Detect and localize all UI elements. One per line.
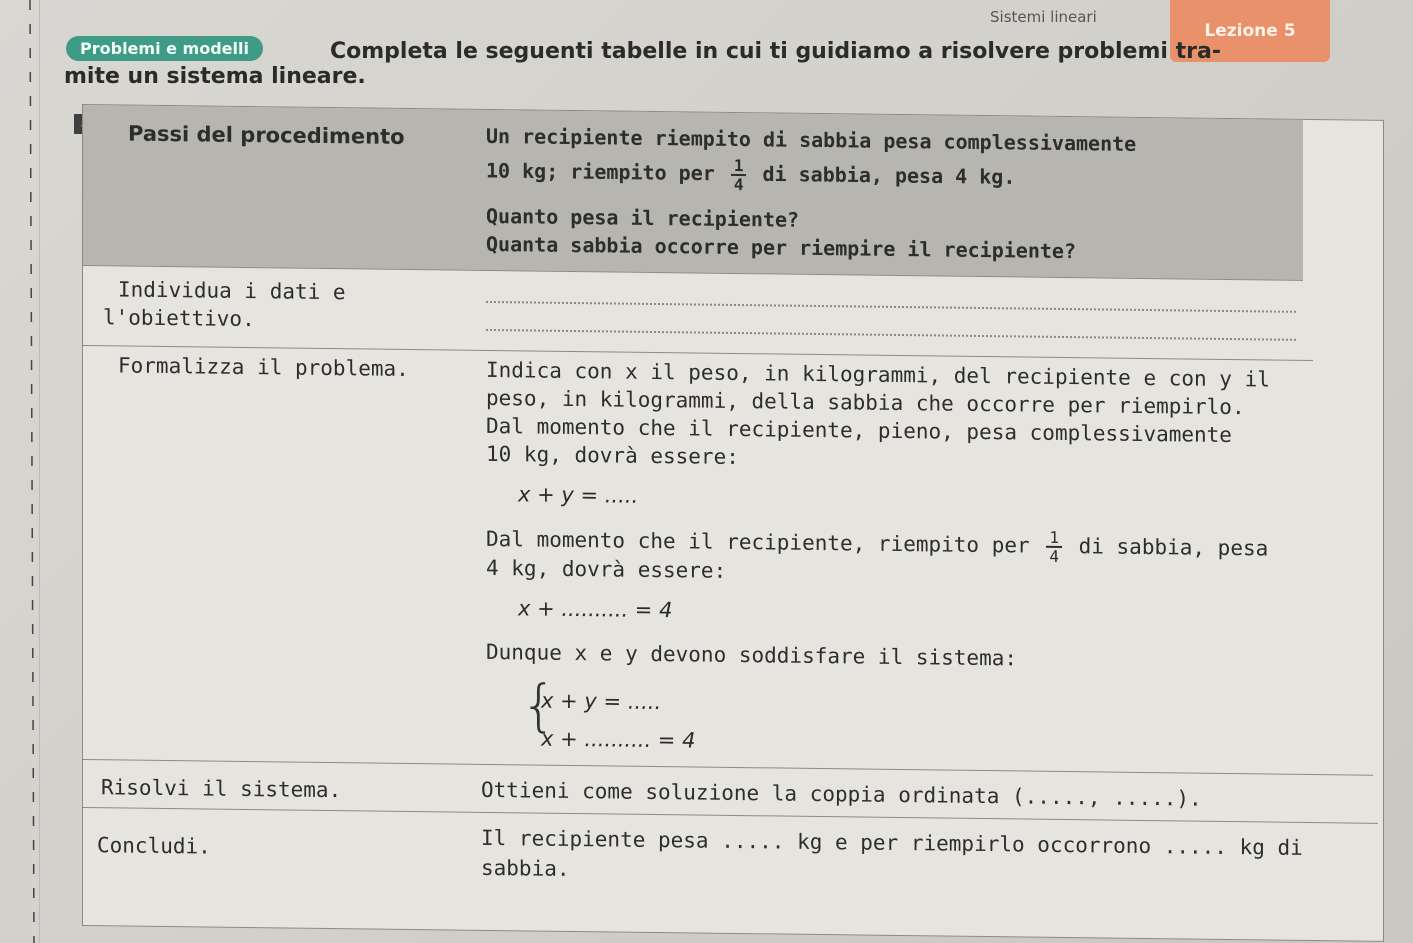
problem-line: 10 kg; riempito per $\frac{1}{4}$ di sabbia, pesa 4 kg. xyxy=(486,155,1016,195)
problem-question: Quanta sabbia occorre per riempire il recipiente? xyxy=(486,231,1077,264)
column-header: Passi del procedimento xyxy=(128,121,405,149)
row-divider xyxy=(83,759,1373,776)
instruction-text-cont: mite un sistema lineare. xyxy=(64,64,366,89)
system-brace: { xyxy=(521,673,557,739)
body-text: Indica con x il peso, in kilogrammi, del recipiente e con y il xyxy=(486,357,1270,392)
body-text: 10 kg, dovrà essere: xyxy=(486,441,739,470)
body-text: Dunque x e y devono soddisfare il sistema: xyxy=(486,639,1018,671)
answer-dotted-line[interactable] xyxy=(486,328,1296,341)
equation-blank[interactable]: x + y = ..... xyxy=(518,482,639,508)
book-spine-edge xyxy=(0,0,40,943)
body-text[interactable]: Ottieni come soluzione la coppia ordinata (....., .....). xyxy=(481,777,1202,811)
chapter-title: Sistemi lineari xyxy=(990,8,1097,26)
procedure-table xyxy=(82,104,1384,942)
section-badge: Problemi e modelli xyxy=(66,36,263,61)
step-label: l'obiettivo. xyxy=(103,305,255,332)
body-text: sabbia. xyxy=(481,855,570,881)
instruction-text: Completa le seguenti tabelle in cui ti guidiamo a risolvere problemi tra- xyxy=(330,39,1221,64)
step-label: Concludi. xyxy=(97,833,211,859)
body-text: 4 kg, dovrà essere: xyxy=(486,555,727,583)
body-text: peso, in kilogrammi, della sabbia che occorre per riempirlo. xyxy=(486,385,1245,420)
system-equation[interactable]: x + y = ..... xyxy=(541,688,662,715)
answer-dotted-line[interactable] xyxy=(486,300,1296,313)
step-label: Risolvi il sistema. xyxy=(101,775,342,803)
problem-question: Quanto pesa il recipiente? xyxy=(486,203,800,232)
equation-blank[interactable]: x + .......... = 4 xyxy=(518,596,673,623)
step-label: Formalizza il problema. xyxy=(118,353,409,381)
system-equation[interactable]: x + .......... = 4 xyxy=(541,726,696,753)
step-label: Individua i dati e xyxy=(118,277,346,305)
problem-line: Un recipiente riempito di sabbia pesa complessivamente xyxy=(486,123,1137,156)
body-text: Dal momento che il recipiente, pieno, pesa complessivamente xyxy=(486,413,1232,448)
body-text[interactable]: Il recipiente pesa ..... kg e per riempirlo occorrono ..... kg di xyxy=(481,825,1303,860)
body-text: Dal momento che il recipiente, riempito per $\frac{1}{4}$ di sabbia, pesa xyxy=(486,526,1269,566)
lesson-tab: Lezione 5 xyxy=(1170,0,1330,62)
